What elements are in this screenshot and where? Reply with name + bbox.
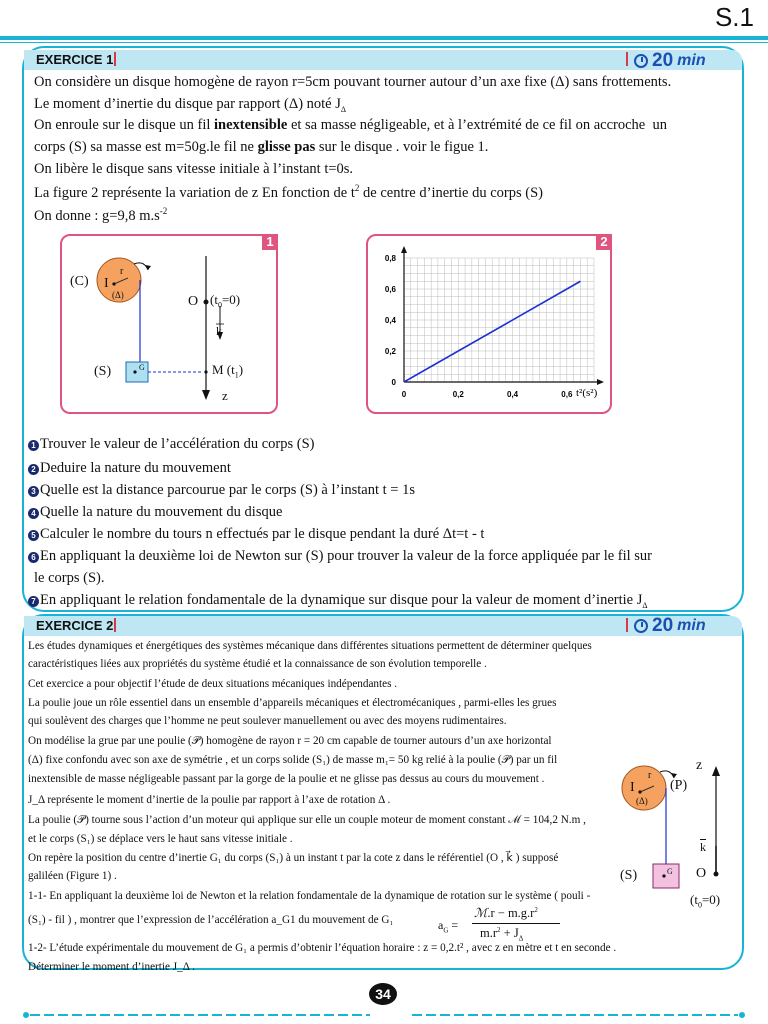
question-6-text: En appliquant la deuxième loi de Newton sur (S) pour trouver la valeur de la force appliquée par le fil sur <box>40 548 653 564</box>
fig1-label-c: (C) <box>70 274 89 289</box>
x-axis-arrow <box>597 379 604 385</box>
figure1 <box>60 234 278 414</box>
exercise2-title-bar <box>114 618 116 632</box>
ex2-fig-label-p: (P) <box>670 778 688 793</box>
formula-bar <box>472 923 560 924</box>
y-tick-label-2: 0,4 <box>384 316 396 325</box>
x-axis-label: t²(s²) <box>576 387 598 399</box>
question-1-text: Trouver le valeur de l’accélération du corps (S) <box>40 436 315 452</box>
y-tick-label-1: 0,2 <box>384 347 396 356</box>
question-continuation: le corps (S). <box>34 570 105 586</box>
ex2-line-7: (Δ) fixe confondu avec son axe de symétrie , et un corps solide (S₁) de masse m₁= 50 kg relié à la poulie (𝒫) par un fil <box>28 754 558 766</box>
exercise1-time-unit: min <box>677 52 706 69</box>
ex2-line-13: galiléen (Figure 1) . <box>28 870 117 882</box>
formula-denominator: $m.r^2 + J_\Delta$ <box>480 926 524 943</box>
chart-svg <box>368 236 610 412</box>
disk-center <box>112 282 115 285</box>
question-1-bullet: 1 <box>28 440 39 451</box>
fig1-label-k: k <box>216 324 222 338</box>
origin-o-2 <box>714 872 719 877</box>
z-axis-2-arrow <box>712 766 720 776</box>
ex1-line-3: On enroule sur le disque un fil inextensible et sa masse négligeable, et à l’extrémité de ce fil on accroche un <box>34 117 667 133</box>
ex2-line-10: La poulie (𝒫) tourne sous l’action d’un moteur qui applique sur elle un couple moteur de moment constant ℳ = 104,2 N.m , <box>28 814 586 826</box>
figure2 <box>366 234 612 414</box>
ex2-line-15: (S₁) - fil ) , montrer que l’expression de l’accélération a_G1 du mouvement de G₁ <box>28 914 394 926</box>
ex2-line-6: On modélise la grue par une poulie (𝒫) homogène de rayon r = 20 cm capable de tourner autours d’un axe horizontal <box>28 735 552 747</box>
ex2-line-5: qui soulèvent des charges que l’homme ne peut soulever manuellement ou avec des moyens rudimentaires. <box>28 715 507 727</box>
y-axis-arrow <box>401 246 407 253</box>
ex2-line-3: Cet exercice a pour objectif l’étude de deux situations mécaniques indépendantes . <box>28 678 398 690</box>
exercise2-time-value: 20 <box>652 615 674 636</box>
ex2-line-17: Déterminer le moment d’inertie J_Δ . <box>28 961 195 973</box>
ex2-line-9: J_Δ représente le moment d’inertie de la poulie par rapport à l’axe de rotation Δ . <box>28 794 391 806</box>
body-g <box>133 370 136 373</box>
ex2-line-4: La poulie joue un rôle essentiel dans un ensemble d’appareils mécaniques et électromécaniques , parmi-elles les grues <box>28 697 557 709</box>
ex1-line-2: Le moment d’inertie du disque par rapport (Δ) noté $J_\Delta$ <box>34 96 347 114</box>
ex2-fig-label-delta: (Δ) <box>636 796 648 806</box>
fig1-label-i: I <box>104 276 109 291</box>
fig1-label-r: r <box>120 266 124 277</box>
ex2-line-2: caractéristiques liées aux propriétés du système étudié et la connaissance de son évolution temporelle . <box>28 658 487 670</box>
body-s1 <box>653 864 679 888</box>
ex2-line-16: 1-2- L’étude expérimentale du mouvement de G₁ a permis d’obtenir l’équation horaire : z = 0,2.t² , avec z en mètre et t en seconde . <box>28 942 617 954</box>
fig1-label-t0: $(t_0=0)$ <box>210 292 241 310</box>
origin-o <box>204 300 209 305</box>
ex1-line-6: La figure 2 représente la variation de z En fonction de $t^2$ de centre d’inertie du corps (S) <box>34 183 543 201</box>
page-number: 34 <box>369 983 397 1005</box>
clock-icon <box>634 619 648 633</box>
z-axis-arrow <box>202 390 210 400</box>
ex1-line-5: On libère le disque sans vitesse initiale à l’instant t=0s. <box>34 161 354 177</box>
ex2-fig-label-s: (S) <box>620 868 638 883</box>
exercise2-time-unit: min <box>677 617 706 634</box>
question-2-text: Deduire la nature du mouvement <box>40 460 231 476</box>
clock-icon <box>634 54 648 68</box>
fig1-label-o: O <box>188 294 199 309</box>
figure1-tag: 1 <box>262 234 278 250</box>
question-2-bullet: 2 <box>28 464 39 475</box>
ex1-line-7: On donne : g=9,8 $m.s^{-2}$ <box>34 206 168 224</box>
exercise1-timer <box>634 50 706 72</box>
x-tick-label-1: 0,2 <box>452 390 464 399</box>
question-4-text: Quelle la nature du mouvement du disque <box>40 504 283 520</box>
fig1-label-z: z <box>222 388 228 403</box>
exercise2-figure <box>612 750 762 910</box>
fig1-label-delta: (Δ) <box>112 290 124 300</box>
question-5-text: Calculer le nombre du tours n effectués par le disque pendant la duré Δt=t - t <box>40 526 485 542</box>
ex2-fig-label-r: r <box>648 770 652 781</box>
y-tick-label-4: 0,8 <box>384 254 396 263</box>
ex2-line-8: inextensible de masse négligeable passant par la gorge de la poulie et ne glisse pas dessus au cours du mouvement . <box>28 773 545 785</box>
ex2-fig-label-k: $\overline{k}$ <box>700 840 706 854</box>
ex1-line-4: corps (S) sa masse est m=50g.le fil ne glisse pas sur le disque . voir le figue 1. <box>34 139 489 155</box>
fig1-label-s: (S) <box>94 364 112 379</box>
formula-numerator: ℳ.r − $m.g.r^2$ <box>474 905 538 920</box>
question-7-text: En appliquant le relation fondamentale de la dynamique sur disque pour la valeur de moment d’inertie $J_\Delta$ <box>40 592 648 610</box>
ex2-fig-label-t0: $(t_0=0)$ <box>690 892 721 910</box>
question-3-bullet: 3 <box>28 486 39 497</box>
exercise1-title-bar <box>114 52 116 66</box>
question-6-bullet: 6 <box>28 552 39 563</box>
ex2-fig-label-i: I <box>630 780 635 795</box>
y-tick-label-0: 0 <box>391 378 396 387</box>
x-tick-label-0: 0 <box>401 390 407 399</box>
fig1-label-g: G <box>139 363 145 372</box>
question-3-text: Quelle est la distance parcourue par le corps (S) à l’instant t = 1s <box>40 482 415 498</box>
point-m <box>204 370 207 373</box>
ex2-fig-label-z: z <box>696 758 703 773</box>
ex1-line-1: On considère un disque homogène de rayon r=5cm pouvant tourner autour d’un axe fixe (Δ) sans frottements. <box>34 74 672 90</box>
top-rule-thin <box>0 42 768 43</box>
question-4-bullet: 4 <box>28 508 39 519</box>
exercise2-title: EXERCICE 2 <box>36 618 114 633</box>
figure2-tag: 2 <box>596 234 612 250</box>
ex2-line-11: et le corps (S₁) se déplace vers le haut sans vitesse initiale . <box>28 833 293 845</box>
pulley-center <box>638 790 641 793</box>
question-5-bullet: 5 <box>28 530 39 541</box>
fig1-label-m: M $(t_1)$ <box>212 362 244 380</box>
exercise1-timer-bar <box>626 52 628 66</box>
exercise1-time-value: 20 <box>652 50 674 71</box>
ex2-line-12: On repère la position du centre d’inertie G₁ du corps (S₁) à un instant t par la cote z dans le référentiel (O , k⃗ ) supposé <box>28 852 559 864</box>
exercise2-timer-bar <box>626 618 628 632</box>
ex2-line-14: 1-1- En appliquant la deuxième loi de Newton et la relation fondamentale de la dynamique de rotation sur le système ( pouli - <box>28 890 591 902</box>
ex2-fig-label-g: G <box>667 867 673 876</box>
exercise1-title: EXERCICE 1 <box>36 52 114 67</box>
figure1-diagram <box>62 236 276 412</box>
footer-decoration <box>20 1008 748 1022</box>
y-tick-label-3: 0,6 <box>384 285 396 294</box>
top-rule <box>0 36 768 40</box>
series-label: S.1 <box>714 2 754 32</box>
formula-lhs: $a_G$ = <box>438 918 459 935</box>
exercise2-timer <box>634 615 706 637</box>
question-7-bullet: 7 <box>28 596 39 607</box>
ex2-fig-label-o: O <box>696 866 707 881</box>
rotation-arrowhead <box>145 265 151 270</box>
ex2-line-1: Les études dynamiques et énergétiques des systèmes mécanique dans différentes situations permettent de déterminer quelques <box>28 640 592 652</box>
x-tick-label-3: 0,6 <box>561 390 573 399</box>
body-g1 <box>662 874 665 877</box>
x-tick-label-2: 0,4 <box>507 390 519 399</box>
